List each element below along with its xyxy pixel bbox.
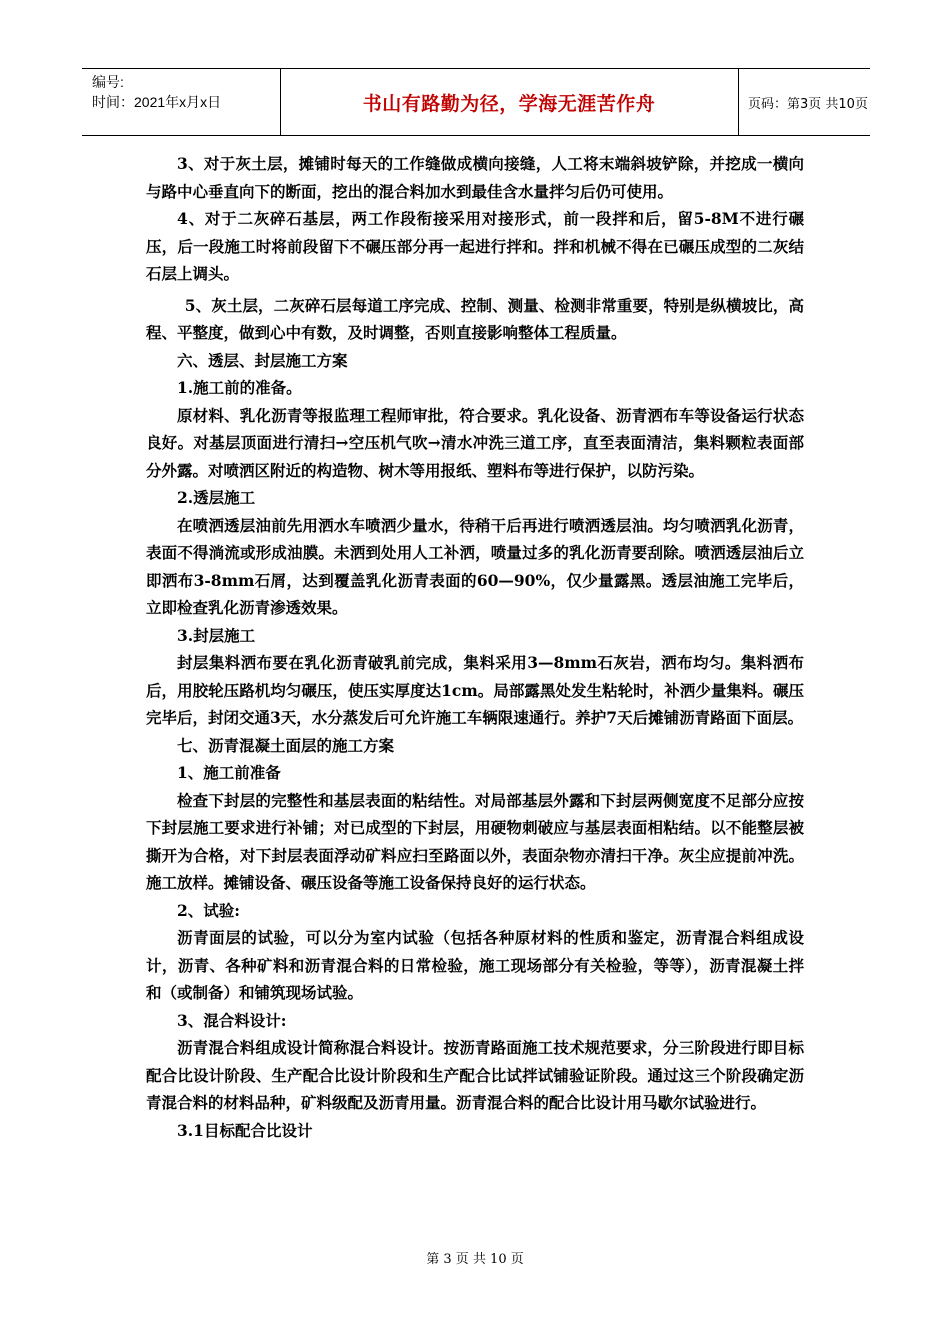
header-meta-cell [82, 69, 281, 135]
paragraph: 原材料、乳化沥青等报监理工程师审批，符合要求。乳化设备、沥青洒布车等设备运行状态良好。对基层顶面进行清扫→空压机气吹→清水冲洗三道工序，直至表面清洁，集料颗粒表面部分外露。对喷洒区附近的构造物、树木等用报纸、塑料布等进行保护，以防污染。 [146, 405, 804, 480]
page-footer: 第 3 页 共 10 页 [426, 1252, 524, 1267]
subsection-heading: 1、施工前准备 [177, 763, 281, 782]
paragraph: 4、对于二灰碎石基层，两工作段衔接采用对接形式，前一段拌和后，留5-8M不进行碾压，后一段施工时将前段留下不碾压部分再一起进行拌和。拌和机械不得在已碾压成型的二灰结石层上调头。 [146, 209, 804, 283]
section-heading: 六、透层、封层施工方案 [177, 350, 348, 370]
paragraph: 3、对于灰土层，摊铺时每天的工作缝做成横向接缝，人工将末端斜坡铲除，并挖成一横向与路中心垂直向下的断面，挖出的混合料加水到最佳含水量拌匀后仍可使用。 [146, 154, 804, 201]
document-body [146, 150, 804, 1144]
subsection-heading: 3.封层施工 [177, 625, 256, 645]
section-heading: 七、沥青混凝土面层的施工方案 [177, 735, 395, 755]
subsection-heading: 3、混合料设计: [177, 1010, 287, 1030]
header-page-info: 页码：第3页 共10页 [748, 96, 868, 112]
subsection-heading: 2、试验: [177, 900, 241, 920]
paragraph: 沥青混合料组成设计简称混合料设计。按沥青路面施工技术规范要求，分三阶段进行即目标配合比设计阶段、生产配合比设计阶段和生产配合比试拌试铺验证阶段。通过这三个阶段确定沥青混合料的材料品种，矿料级配及沥青用量。沥青混合料的配合比设计用马歇尔试验进行。 [146, 1038, 804, 1112]
paragraph: 检查下封层的完整性和基层表面的粘结性。对局部基层外露和下封层两侧宽度不足部分应按下封层施工要求进行补铺；对已成型的下封层，用硬物刺破应与基层表面相粘结。以不能整层被撕开为合格，对下封层表面浮动矿料应扫至路面以外，表面杂物亦清扫干净。灰尘应提前冲洗。施工放样。摊铺设备、碾压设备等施工设备保持良好的运行状态。 [146, 790, 804, 892]
subsection-heading: 2.透层施工 [177, 488, 256, 507]
paragraph: 5、灰土层，二灰碎石层每道工序完成、控制、测量、检测非常重要，特别是纵横坡比，高程、平整度，做到心中有数，及时调整，否则直接影响整体工程质量。 [146, 295, 804, 342]
page-header [82, 68, 870, 136]
subsection-heading: 3.1目标配合比设计 [177, 1120, 313, 1140]
document-number-label: 编号: [92, 74, 124, 90]
document-time-label: 时间：2021年x月x日 [92, 94, 222, 110]
paragraph: 沥青面层的试验，可以分为室内试验（包括各种原材料的性质和鉴定，沥青混合料组成设计，沥青、各种矿料和沥青混合料的日常检验，施工现场部分有关检验，等等），沥青混凝土拌和（或制备）和铺筑现场试验。 [146, 928, 804, 1002]
subsection-heading: 1.施工前的准备。 [177, 378, 302, 397]
paragraph: 在喷洒透层油前先用洒水车喷洒少量水，待稍干后再进行喷洒透层油。均匀喷洒乳化沥青，表面不得淌流或形成油膜。未洒到处用人工补洒，喷量过多的乳化沥青要刮除。喷洒透层油后立即洒布3-8mm石屑，达到覆盖乳化沥青表面的60—90%，仅少量露黑。透层油施工完毕后，立即检查乳化沥青渗透效果。 [146, 515, 804, 617]
paragraph: 封层集料洒布要在乳化沥青破乳前完成，集料采用3—8mm石灰岩，洒布均匀。集料洒布后，用胶轮压路机均匀碾压，使压实厚度达1cm。局部露黑处发生粘轮时，补洒少量集料。碾压完毕后，封闭交通3天，水分蒸发后可允许施工车辆限速通行。养护7天后摊铺沥青路面下面层。 [146, 653, 804, 727]
header-motto: 书山有路勤为径，学海无涯苦作舟 [280, 69, 739, 135]
